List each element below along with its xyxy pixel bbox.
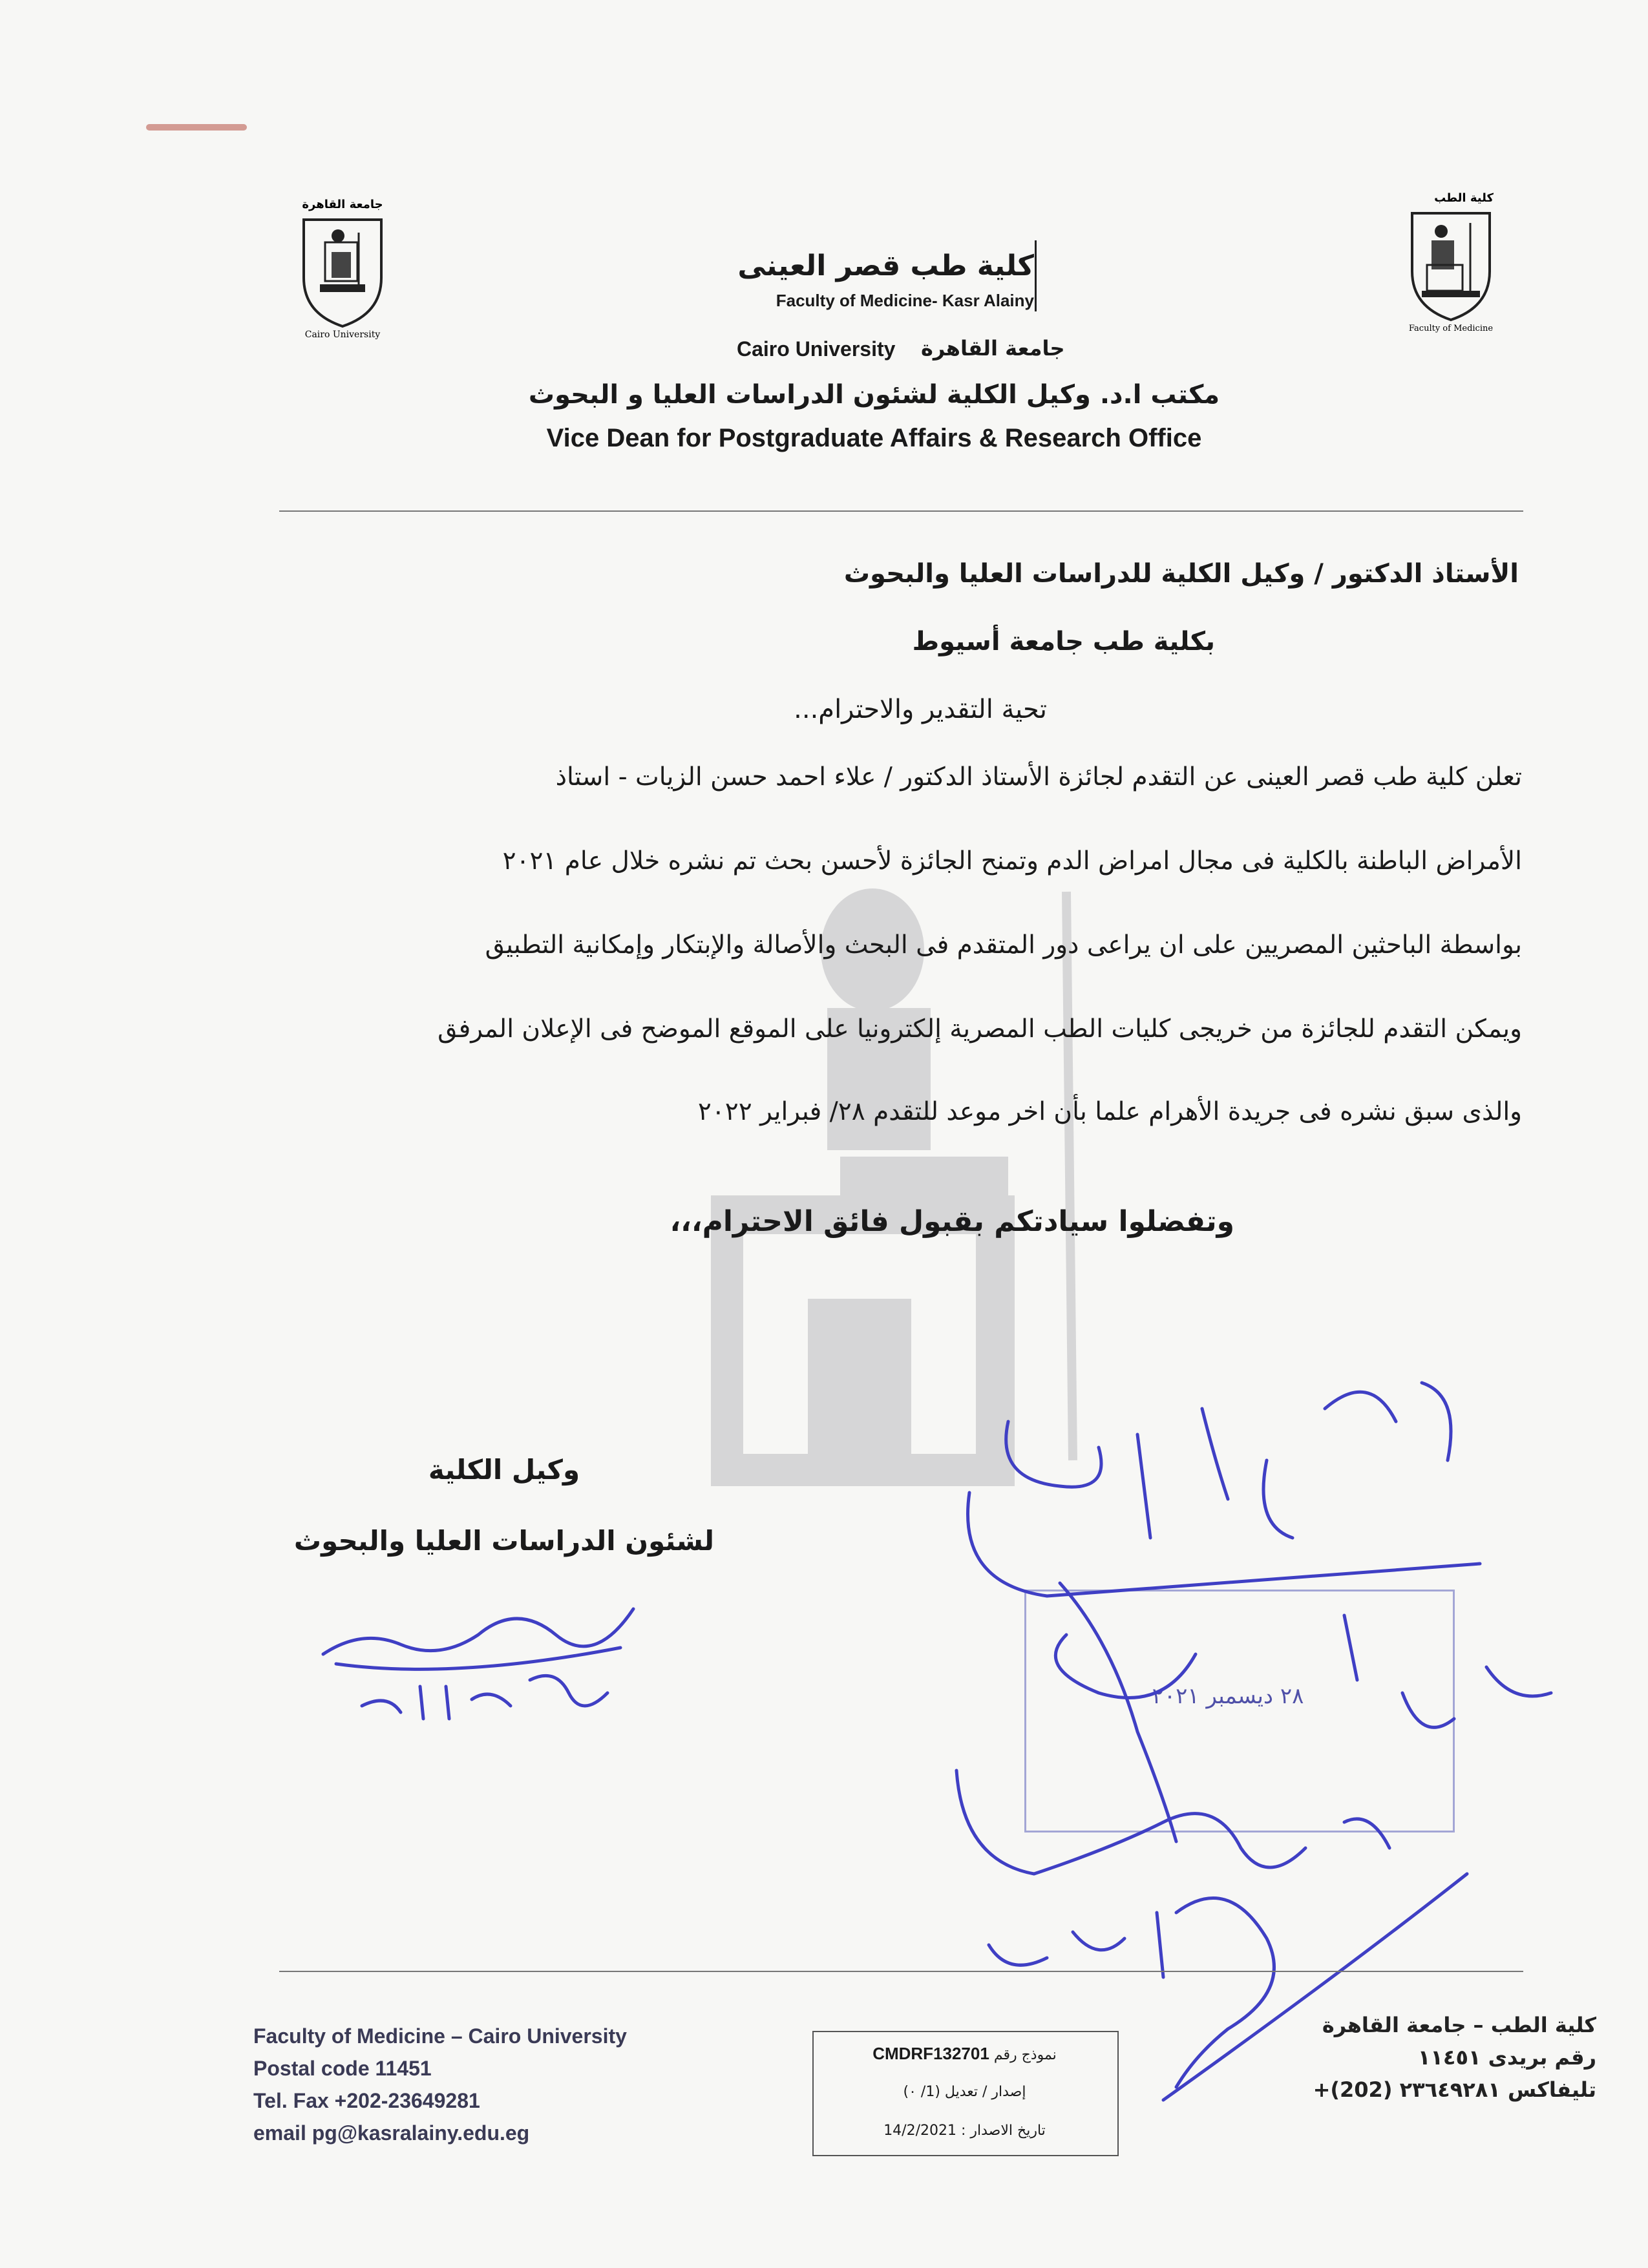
body-line: الأمراض الباطنة بالكلية فى مجال امراض الدم وتمنح الجائزة لأحسن بحث تم نشره خلال عام ٢٠٢١ (502, 846, 1522, 876)
footer-email: email pg@kasralainy.edu.eg (253, 2121, 530, 2145)
faculty-of-medicine-logo (1402, 187, 1499, 336)
addressee-line-2: بكلية طب جامعة أسيوط (912, 627, 1215, 656)
addressee-line-1: الأستاذ الدكتور / وكيل الكلية للدراسات العليا والبحوث (843, 559, 1519, 589)
binder-mark (146, 124, 247, 131)
stamp-date: ٢٨ ديسمبر ٢٠٢١ (1152, 1683, 1304, 1709)
pharaoh-watermark-icon (711, 879, 1176, 1486)
header-divider (1035, 240, 1037, 311)
university-name-ar: جامعة القاهرة (921, 336, 1065, 361)
footer-rule (279, 1971, 1523, 1972)
body-line: والذى سبق نشره فى جريدة الأهرام علما بأن اخر موعد للتقدم ٢٨/ فبراير ٢٠٢٢ (697, 1097, 1522, 1126)
cairo-university-logo (294, 194, 391, 342)
handwritten-date-left (362, 1675, 607, 1719)
watermark-figure (711, 879, 1176, 1486)
received-stamp (1024, 1590, 1455, 1832)
vice-dean-signature (323, 1609, 633, 1654)
form-issue-date: تاريخ الاصدار : 14/2/2021 (883, 2123, 1046, 2139)
form-revision: إصدار / تعديل (1/ ٠) (903, 2084, 1026, 2100)
university-name-en: Cairo University (737, 337, 896, 361)
logo-left-caption-ar: جامعة القاهرة (302, 198, 383, 211)
body-line: بواسطة الباحثين المصريين على ان يراعى دور المتقدم فى البحث والأصالة والإبتكار وإمكانية التطبيق (485, 930, 1522, 960)
closing-line: وتفضلوا سيادتكم بقبول فائق الاحترام،،، (670, 1205, 1234, 1238)
footer-en-line: Postal code 11451 (253, 2057, 432, 2080)
logo-right-caption-en: Faculty of Medicine (1408, 324, 1494, 333)
vice-dean-signature-flourish (336, 1648, 620, 1669)
body-line: تعلن كلية طب قصر العينى عن التقدم لجائزة الأستاذ الدكتور / علاء احمد حسن الزيات - استاذ (555, 762, 1522, 792)
signature-title-2: لشئون الدراسات العليا والبحوث (293, 1525, 715, 1557)
footer-ar-line: تليفاكس ٢٣٦٤٩٢٨١ (202)+ (1313, 2077, 1596, 2102)
office-title-en: Vice Dean for Postgraduate Affairs & Research Office (546, 424, 1202, 452)
office-title-ar: مكتب ا.د. وكيل الكلية لشئون الدراسات العليا و البحوث (528, 380, 1220, 410)
header-rule (279, 510, 1523, 512)
faculty-name-en: Faculty of Medicine- Kasr Alainy (776, 291, 1034, 310)
body-line: ويمكن التقدم للجائزة من خريجى كليات الطب المصرية إلكترونيا على الموقع الموضح فى الإعلان المرفق (438, 1014, 1522, 1044)
footer-ar-line: كلية الطب – جامعة القاهرة (1322, 2013, 1596, 2037)
logo-right-caption-ar: كلية الطب (1434, 191, 1494, 205)
signature-title-1: وكيل الكلية (428, 1454, 580, 1486)
university-seal-icon (294, 194, 391, 342)
faculty-name-ar: كلية طب قصر العينى (737, 249, 1034, 282)
faculty-seal-icon (1402, 187, 1499, 336)
form-code-label: نموذج رقم (993, 2047, 1057, 2063)
form-code: CMDRF132701 (872, 2044, 989, 2063)
footer-en-line: Faculty of Medicine – Cairo University (253, 2024, 627, 2048)
handwritten-note-loop (968, 1493, 1481, 1596)
form-code-line (821, 2044, 1108, 2064)
greeting: تحية التقدير والاحترام... (794, 695, 1047, 724)
footer-en-line: Tel. Fax +202-23649281 (253, 2089, 480, 2112)
footer-ar-line: رقم بريدى ١١٤٥١ (1417, 2045, 1596, 2070)
logo-left-caption-en: Cairo University (304, 330, 381, 340)
